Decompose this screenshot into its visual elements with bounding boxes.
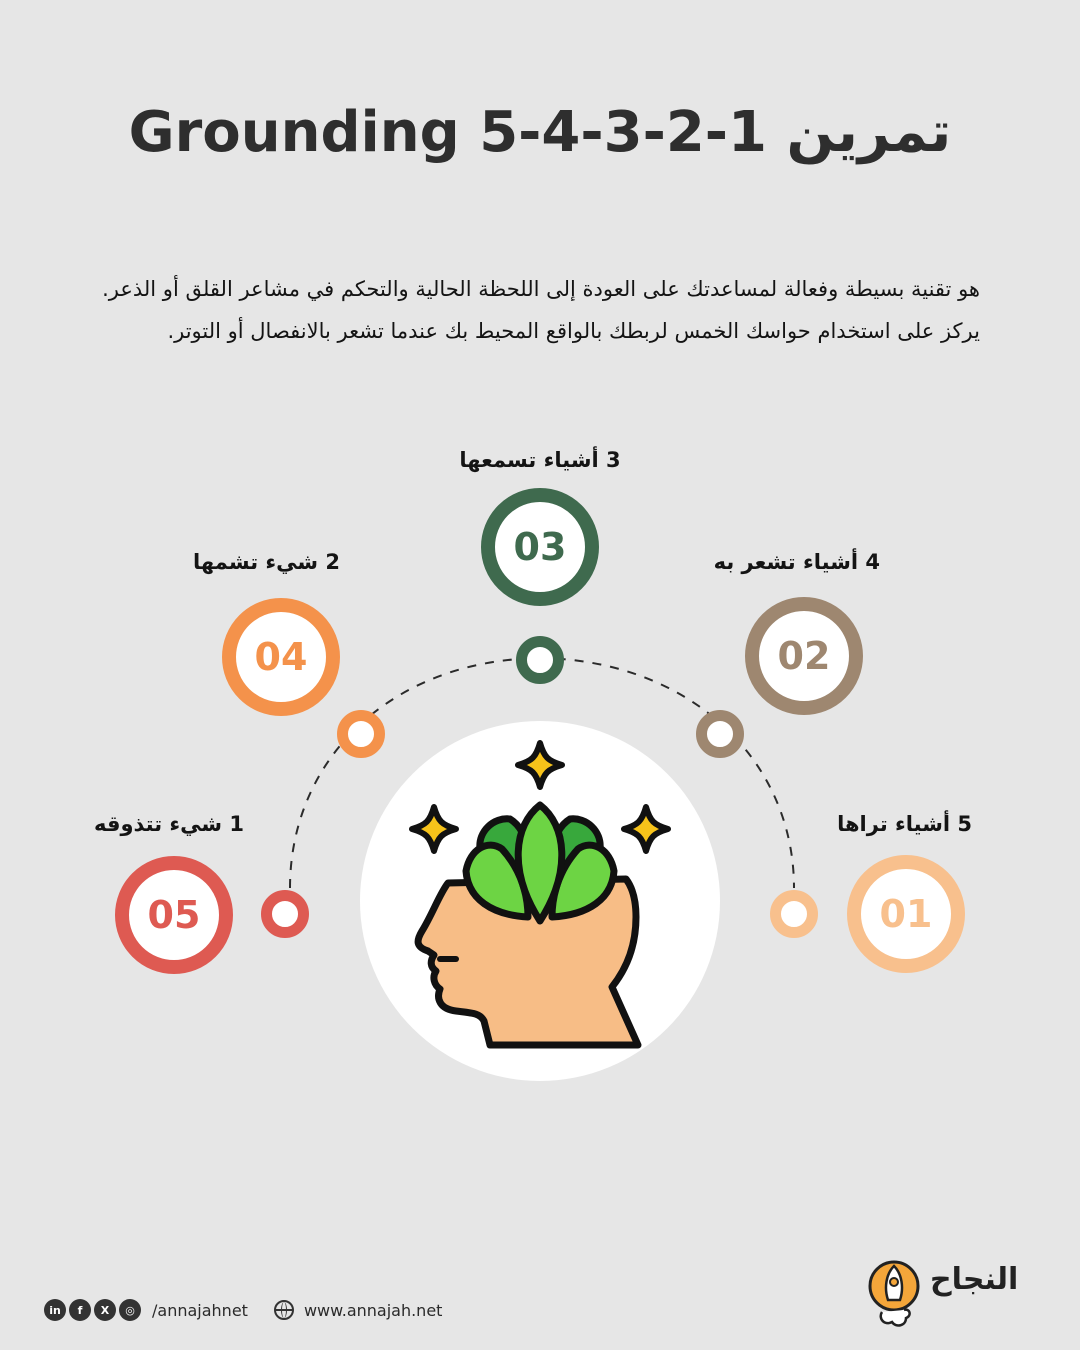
step-4-dot <box>337 710 385 758</box>
step-4-ring: 04 <box>222 598 340 716</box>
step-2-label: 4 أشياء تشعر به <box>713 550 880 574</box>
step-3-dot <box>516 636 564 684</box>
brand-name: النجاح <box>930 1262 1019 1297</box>
step-5-label: 1 شيء تتذوقه <box>93 812 244 836</box>
intro-line-1: هو تقنية بسيطة وفعالة لمساعدتك على العودة إلى اللحظة الحالية والتحكم في مشاعر القلق أو الذعر. <box>102 277 980 301</box>
step-4-label: 2 شيء تشمها <box>193 550 340 574</box>
step-1-dot <box>770 890 818 938</box>
instagram-icon[interactable]: ◎ <box>119 1299 141 1321</box>
step-3-label: 3 أشياء تسمعها <box>459 448 621 472</box>
step-3-ring: 03 <box>481 488 599 606</box>
mind-plant-icon <box>360 721 720 1081</box>
step-2-dot <box>696 710 744 758</box>
linkedin-icon[interactable]: in <box>44 1299 66 1321</box>
footer <box>44 1296 442 1324</box>
globe-icon <box>274 1300 294 1320</box>
social-handle[interactable]: /annajahnet <box>152 1300 248 1320</box>
step-1-ring: 01 <box>847 855 965 973</box>
website-link[interactable]: www.annajah.net <box>303 1300 443 1320</box>
step-1-label: 5 أشياء تراها <box>837 812 972 836</box>
step-5-ring: 05 <box>115 856 233 974</box>
step-2-ring: 02 <box>745 597 863 715</box>
facebook-icon[interactable]: f <box>69 1299 91 1321</box>
intro-line-2: يركز على استخدام حواسك الخمس لربطك بالواقع المحيط بك عندما تشعر بالانفصال أو التوتر. <box>167 319 980 343</box>
x-icon[interactable]: X <box>94 1299 116 1321</box>
page-title: تمرين Grounding 5-4-3-2-1 <box>128 100 952 165</box>
step-5-dot <box>261 890 309 938</box>
